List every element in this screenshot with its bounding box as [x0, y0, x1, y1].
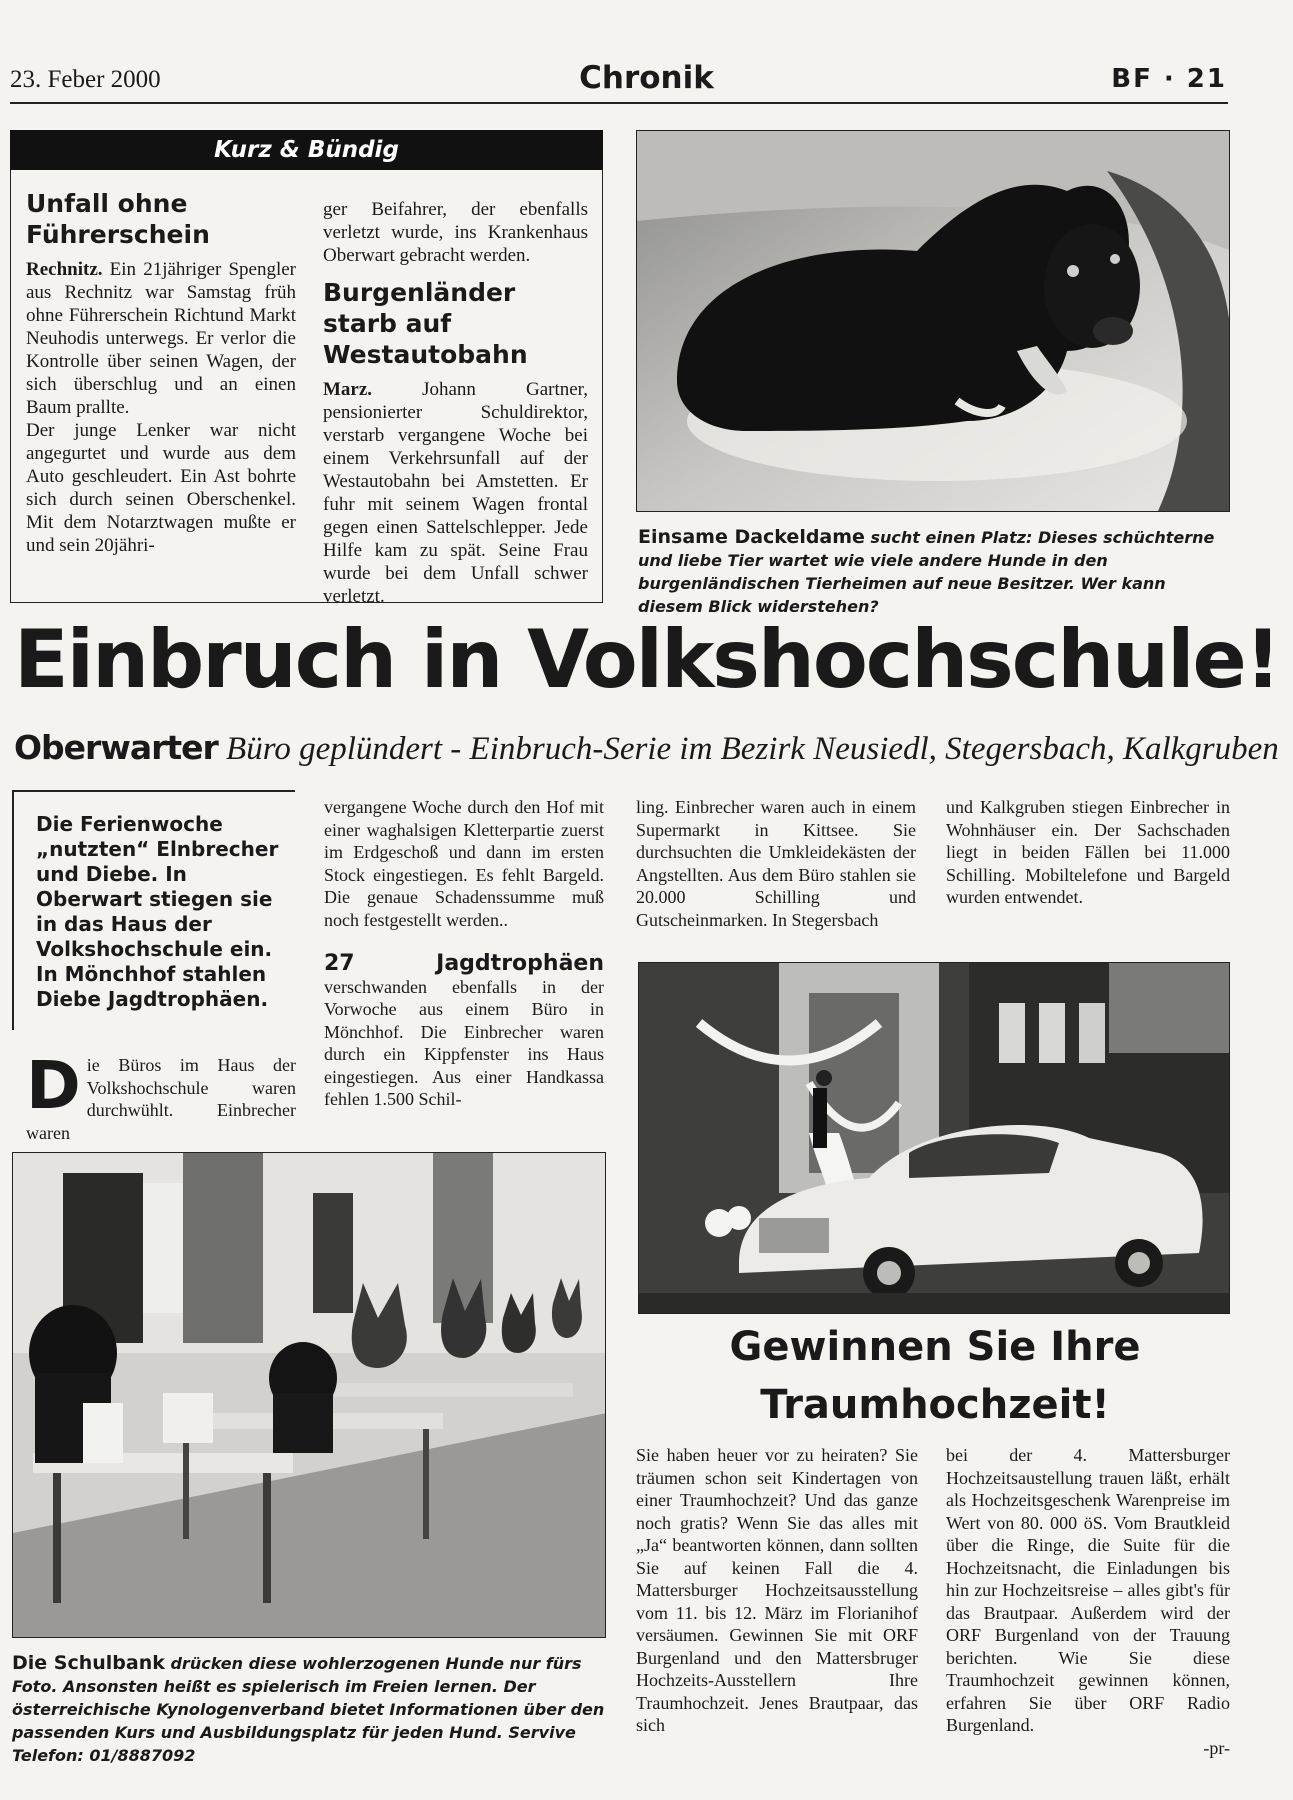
section-lead: 27 Jagdtrophäen [324, 951, 604, 976]
dog-photo-caption [638, 526, 1232, 618]
main-subheadline [14, 728, 1279, 768]
classroom-dogs-illustration [13, 1153, 606, 1638]
article-body: Marz. Johann Gartner, pensionierter Schuldirektor, verstarb vergangene Woche bei einem Verkehrsunfall auf der Westautobahn bei Amstetten. Er fuhr mit seinem Wagen frontal gegen einen Sattelschlepper. Jede Hilfe kam zu spät. Seine Frau wurde bei dem Unfall schwer verletzt. [323, 379, 588, 607]
kb-column-1 [26, 188, 296, 557]
main-article-column-2: vergangene Woche durch den Hof mit einer waghalsigen Kletterpartie zuerst im Erdgeschoß und dann im ersten Stock eingestiegen. Es fehlt Bargeld. Die genaue Schadenssumme muß noch festgestellt werden.. 27 Jagdtrophäen verschwanden ebenfalls in der Vorwoche aus einem Büro in Mönchhof. Die Einbrecher waren durch ein Kippfenster ins Haus eingestiegen. Aus einer Handkassa fehlen 1.500 Schil- [324, 797, 604, 1109]
article-body: Rechnitz. Ein 21jähriger Spengler aus Rechnitz war Samstag früh ohne Führerschein Richtund Markt Neuhodis unterwegs. Er verlor die Kontrolle über seinen Wagen, der sich überschlug und an einen Baum prallte. [26, 259, 296, 418]
main-headline: Einbruch in Volkshochschule! [14, 613, 1280, 706]
school-photo-caption [12, 1652, 606, 1767]
header-rule [10, 102, 1228, 104]
article-intro: Die Ferienwoche „nutzten“ Elnbrecher und Diebe. In Oberwart stiegen sie in das Haus der Volkshochschule ein. In Mönchhof stahlen Diebe Jagdtrophäen. [36, 812, 279, 1011]
school-photo [12, 1152, 606, 1638]
kb-column-2 [323, 198, 588, 608]
intro-rule [12, 790, 295, 792]
article-headline: Unfall ohne Führerschein [26, 189, 210, 249]
caption-text: drücken diese wohlerzogenen Hunde nur fürs Foto. Ansonsten heißt es spielerisch im Freien lernen. Der österreichische Kynologenverband bietet Informationen über den passenden Kurs und Ausbildungsplatz für jeden Hund. Servive Telefon: 01/8887092 [12, 1654, 605, 1765]
subheadline-text: Büro geplündert - Einbruch-Serie im Bezirk Neusiedl, Stegersbach, Kalkgruben [226, 731, 1279, 767]
intro-rule [12, 790, 14, 1030]
wedding-car-illustration [639, 963, 1230, 1314]
wedding-column-2: bei der 4. Mattersburger Hochzeitsaustellung trauen läßt, erhält als Hochzeitsgeschenk Warenpreise im Wert von 80. 000 öS. Vom Brautkleid über die Ringe, die Suite für die Hochzeitsnacht, die Einladungen bis hin zur Hochzeitsreise – alles gibt's für das Brautpaar. Außerdem wird der ORF Burgenland von der Trauung berichten. Wie Sie diese Traumhochzeit gewinnen können, erfahren Sie über ORF Radio Burgenland. -pr- [946, 1445, 1230, 1758]
article-continuation: ger Beifahrer, der ebenfalls verletzt wurde, ins Krankenhaus Oberwart gebracht werden. [323, 199, 588, 266]
article-body-2: Der junge Lenker war nicht angegurtet und wurde aus dem Auto geschleudert. Ein Ast bohrte sich durch seinen Oberschenkel. Mit dem Notarztwagen mußte er und sein 20jähri- [26, 420, 296, 556]
wedding-photo [638, 962, 1230, 1314]
dog-illustration [637, 131, 1230, 512]
dog-photo [636, 130, 1230, 512]
drop-cap: D [26, 1047, 81, 1124]
section-title: Chronik [579, 60, 714, 96]
main-article-column-1: Die Büros im Haus der Volkshochschule waren durchwühlt. Einbrecher waren [26, 1047, 296, 1143]
caption-text: sucht einen Platz: Dieses schüchterne und liebe Tier wartet wie viele andere Hunde in den burgenländischen Tierheimen auf neue Besitzer. Wer kann diesem Blick widerstehen? [638, 528, 1215, 616]
main-article-column-4: und Kalkgruben stiegen Einbrecher in Wohnhäuser ein. Der Sachschaden liegt in beiden Fällen bei 11.000 Schilling. Mobiltelefone und Bargeld wurden entwendet. [946, 797, 1230, 907]
wedding-column-1: Sie haben heuer vor zu heiraten? Sie träumen schon seit Kindertagen von einer Traumhochzeit? Und das ganze noch gratis? Wenn Sie das alles mit „Ja“ beantworten können, dann sollten Sie auf keinen Fall die 4. Mattersburger Hochzeitsausstellung vom 11. bis 12. März im Florianihof versäumen. Gewinnen Sie mit ORF Burgenland und den Mattersbruger Hochzeits-Ausstellern Ihre Traumhochzeit. Jenes Brautpaar, das sich [636, 1445, 918, 1735]
issue-date: 23. Feber 2000 [10, 66, 161, 93]
article-headline: Burgenländer starb auf Westautobahn [323, 278, 528, 369]
main-article-column-3: ling. Einbrecher waren auch in einem Supermarkt in Kittsee. Sie durchsuchten die Umkleidekästen der Angstellten. Aus dem Büro stahlen sie 20.000 Schilling und Gutscheinmarken. In Stegersbach [636, 797, 916, 930]
author-signature: -pr- [1203, 1737, 1230, 1758]
wedding-headline: Gewinnen Sie Ihre Traumhochzeit! [729, 1324, 1141, 1428]
caption-lead: Die Schulbank [12, 1652, 165, 1674]
kurz-buendig-title: Kurz & Bündig [10, 130, 603, 170]
page-number: BF · 21 [1111, 64, 1227, 94]
dateline: Rechnitz. [26, 259, 103, 280]
caption-lead: Einsame Dackeldame [638, 526, 865, 548]
subheadline-lead: Oberwarter [14, 728, 218, 767]
dateline: Marz. [323, 379, 373, 400]
